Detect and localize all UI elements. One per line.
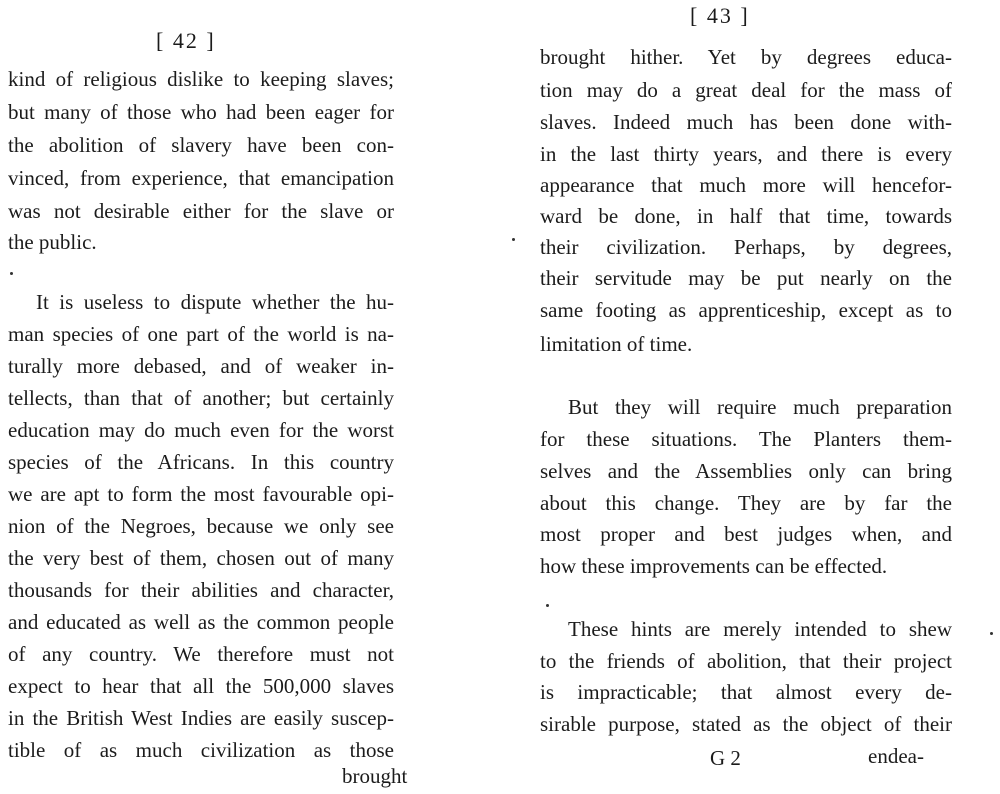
text-line: same footing as apprenticeship, except as to (540, 298, 952, 322)
text-line: but many of those who had been eager for (8, 100, 394, 124)
text-line: turally more debased, and of weaker in- (8, 354, 394, 378)
text-line: tion may do a great deal for the mass of (540, 78, 952, 102)
text-line: kind of religious dislike to keeping slaves; (8, 67, 394, 91)
text-line: These hints are merely intended to shew (568, 617, 952, 641)
text-line: was not desirable either for the slave or (8, 199, 394, 223)
text-line: tellects, than that of another; but certainly (8, 386, 394, 410)
text-line: most proper and best judges when, and (540, 522, 952, 546)
page-number-left: [ 42 ] (156, 28, 216, 53)
text-line: to the friends of abolition, that their project (540, 649, 952, 673)
text-line: limitation of time. (540, 332, 693, 356)
ink-speck (10, 272, 13, 275)
right-page (520, 0, 1000, 794)
text-line: appearance that much more will hencefor- (540, 173, 952, 197)
text-line: species of the Africans. In this country (8, 450, 394, 474)
text-line: their servitude may be put nearly on the (540, 266, 952, 290)
signature-mark: G 2 (710, 746, 741, 770)
text-line: the public. (8, 230, 97, 254)
text-line: slaves. Indeed much has been done with- (540, 110, 952, 134)
text-line: brought hither. Yet by degrees educa- (540, 45, 952, 69)
text-line: for these situations. The Planters them- (540, 427, 952, 451)
text-line: the abolition of slavery have been con- (8, 133, 394, 157)
text-line: and educated as well as the common people (8, 610, 394, 634)
text-line: But they will require much preparation (568, 395, 952, 419)
catchword-right: endea- (868, 744, 924, 768)
text-line: we are apt to form the most favourable opi- (8, 482, 394, 506)
text-line: their civilization. Perhaps, by degrees, (540, 235, 952, 259)
text-line: the very best of them, chosen out of many (8, 546, 394, 570)
ink-speck (546, 604, 549, 607)
text-line: is impracticable; that almost every de- (540, 680, 952, 704)
left-page (0, 0, 420, 794)
text-line: about this change. They are by far the (540, 491, 952, 515)
ink-speck (512, 238, 515, 241)
text-line: in the British West Indies are easily suscep- (8, 706, 394, 730)
text-line: nion of the Negroes, because we only see (8, 514, 394, 538)
text-line: vinced, from experience, that emancipation (8, 166, 394, 190)
text-line: It is useless to dispute whether the hu- (36, 290, 394, 314)
text-line: selves and the Assemblies only can bring (540, 459, 952, 483)
catchword-left: brought (342, 764, 408, 788)
text-line: education may do much even for the worst (8, 418, 394, 442)
text-line: expect to hear that all the 500,000 slaves (8, 674, 394, 698)
text-line: tible of as much civilization as those (8, 738, 394, 762)
text-line: in the last thirty years, and there is every (540, 142, 952, 166)
text-line: how these improvements can be effected. (540, 554, 888, 578)
ink-speck (990, 632, 993, 635)
text-line: ward be done, in half that time, towards (540, 204, 952, 228)
text-line: thousands for their abilities and character, (8, 578, 394, 602)
page-number-right: [ 43 ] (690, 3, 750, 28)
text-line: sirable purpose, stated as the object of their (540, 712, 952, 736)
text-line: man species of one part of the world is na- (8, 322, 394, 346)
text-line: of any country. We therefore must not (8, 642, 394, 666)
